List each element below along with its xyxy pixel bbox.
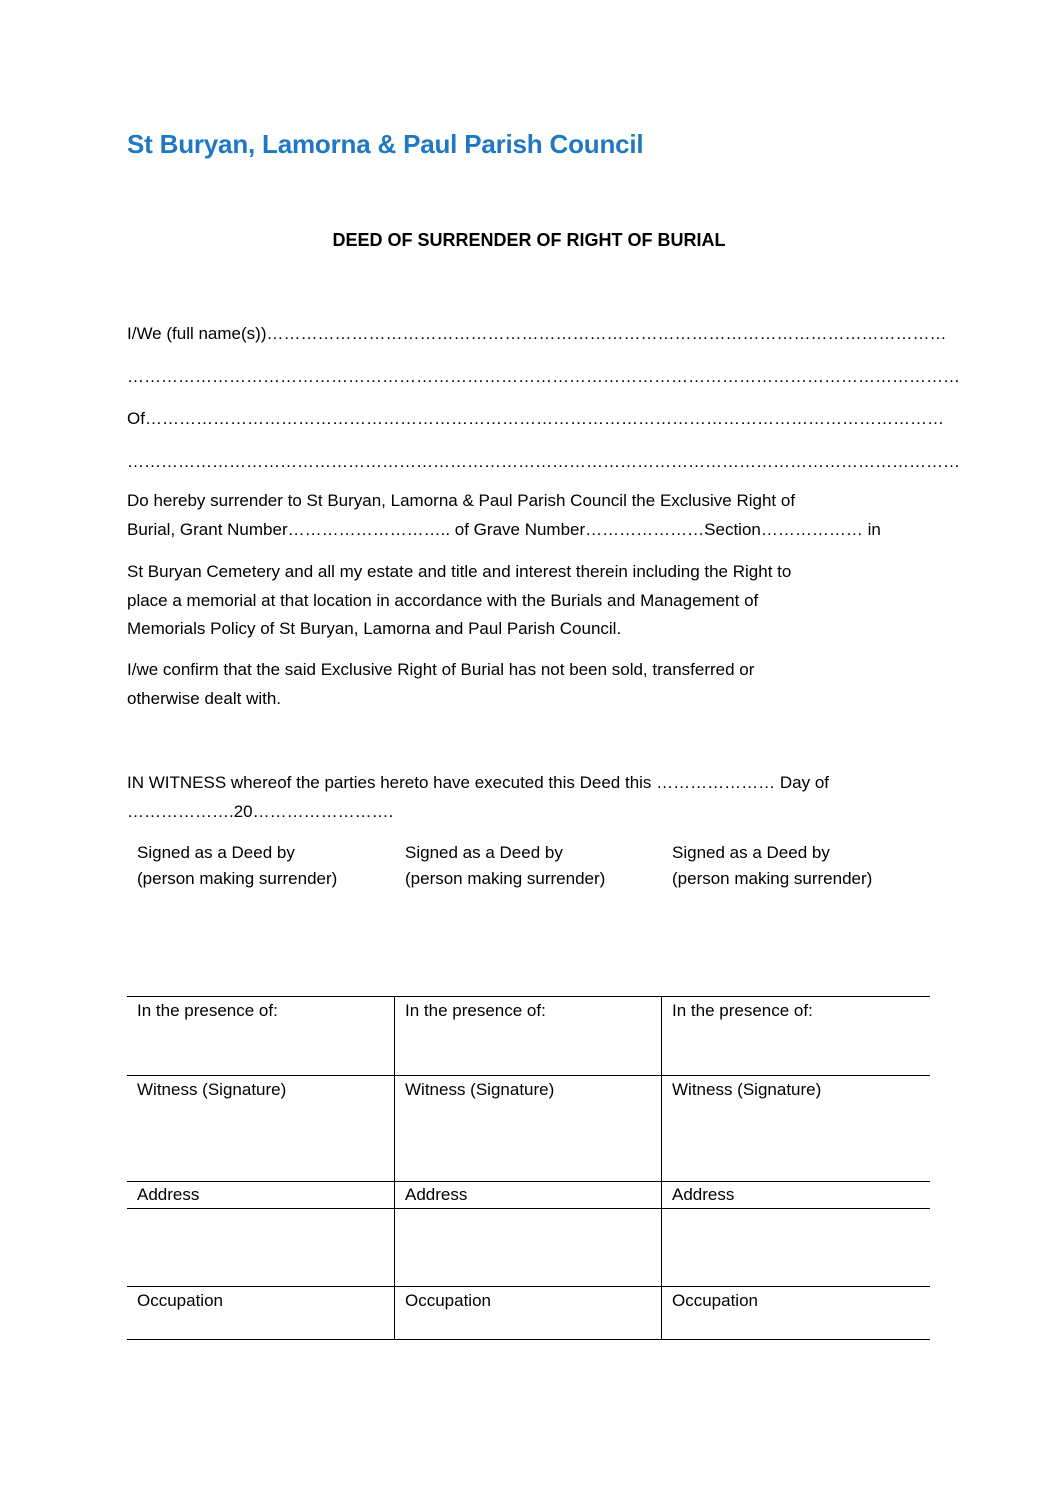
surrender-text-line-2[interactable]: Burial, Grant Number……………………….. of Grave Number…………………Section……………… in xyxy=(127,519,881,539)
address-input-1[interactable] xyxy=(127,1209,394,1286)
in-witness-text-line-1[interactable]: IN WITNESS whereof the parties hereto have executed this Deed this ………………… Day of xyxy=(127,773,830,792)
address-of-line-2[interactable]: ………………………………………………………………………………………………………………………………… xyxy=(127,452,960,471)
address-label-row xyxy=(127,1182,930,1209)
council-name-heading: St Buryan, Lamorna & Paul Parish Council xyxy=(127,129,644,159)
occupation-cell-3[interactable] xyxy=(662,1287,929,1339)
occupation-cell-2[interactable] xyxy=(395,1287,662,1339)
witness-signature-row xyxy=(127,1076,930,1182)
occupation-cell-1[interactable] xyxy=(127,1287,394,1339)
occupation-label: Occupation xyxy=(405,1291,491,1310)
presence-label: In the presence of: xyxy=(405,1001,546,1020)
address-input-2[interactable] xyxy=(395,1209,662,1286)
in-witness-date-line[interactable]: ……………….20……………………. xyxy=(127,801,394,821)
estate-text-line-2: place a memorial at that location in accordance with the Burials and Management of xyxy=(127,590,759,610)
presence-label: In the presence of: xyxy=(137,1001,278,1020)
signed-cell-2[interactable] xyxy=(395,836,662,996)
estate-paragraph xyxy=(127,558,927,644)
full-names-line-2[interactable]: ………………………………………………………………………………………………………………………………… xyxy=(127,367,960,386)
full-names-line-1[interactable]: I/We (full name(s))………………………………………………………………………………………………………… xyxy=(127,324,947,343)
witness-signature-label: Witness (Signature) xyxy=(672,1080,822,1099)
confirmation-text-line-1: I/we confirm that the said Exclusive Right of Burial has not been sold, transferred or xyxy=(127,660,755,679)
surrender-paragraph xyxy=(127,487,927,544)
confirmation-text-line-2: otherwise dealt with. xyxy=(127,688,282,708)
address-label: Address xyxy=(672,1185,735,1204)
signed-sublabel: (person making surrender) xyxy=(672,869,873,888)
address-of-line-1[interactable]: Of…………………………………………………………………………………………………………………………… xyxy=(127,409,944,428)
address-label: Address xyxy=(137,1185,200,1204)
presence-label: In the presence of: xyxy=(672,1001,813,1020)
address-input-3[interactable] xyxy=(662,1209,929,1286)
witness-signature-cell-2[interactable] xyxy=(395,1076,662,1181)
witness-signature-label: Witness (Signature) xyxy=(137,1080,287,1099)
signed-label: Signed as a Deed by xyxy=(137,843,295,862)
signature-table xyxy=(127,836,930,1341)
estate-text-line-1: St Buryan Cemetery and all my estate and title and interest therein including the Right to xyxy=(127,562,792,581)
witness-signature-cell-1[interactable] xyxy=(127,1076,394,1181)
surrender-text-line-1: Do hereby surrender to St Buryan, Lamorna & Paul Parish Council the Exclusive Right of xyxy=(127,491,796,510)
signed-sublabel: (person making surrender) xyxy=(137,869,338,888)
address-cell-1 xyxy=(127,1182,394,1208)
occupation-label: Occupation xyxy=(137,1291,223,1310)
signed-row xyxy=(127,836,930,997)
signed-cell-1[interactable] xyxy=(127,836,394,996)
deed-title: DEED OF SURRENDER OF RIGHT OF BURIAL xyxy=(332,230,726,250)
witness-signature-label: Witness (Signature) xyxy=(405,1080,555,1099)
presence-cell-1[interactable] xyxy=(127,997,394,1075)
address-cell-3 xyxy=(662,1182,929,1208)
presence-cell-3[interactable] xyxy=(662,997,929,1075)
address-cell-2 xyxy=(395,1182,662,1208)
signed-label: Signed as a Deed by xyxy=(672,843,830,862)
address-blank-row xyxy=(127,1209,930,1287)
signed-label: Signed as a Deed by xyxy=(405,843,563,862)
address-label: Address xyxy=(405,1185,468,1204)
confirmation-paragraph xyxy=(127,656,927,713)
occupation-label: Occupation xyxy=(672,1291,758,1310)
presence-row xyxy=(127,997,930,1076)
presence-cell-2[interactable] xyxy=(395,997,662,1075)
estate-text-line-3: Memorials Policy of St Buryan, Lamorna and Paul Parish Council. xyxy=(127,619,622,638)
occupation-row xyxy=(127,1287,930,1340)
signed-sublabel: (person making surrender) xyxy=(405,869,606,888)
in-witness-paragraph xyxy=(127,769,927,826)
witness-signature-cell-3[interactable] xyxy=(662,1076,929,1181)
signed-cell-3[interactable] xyxy=(662,836,929,996)
